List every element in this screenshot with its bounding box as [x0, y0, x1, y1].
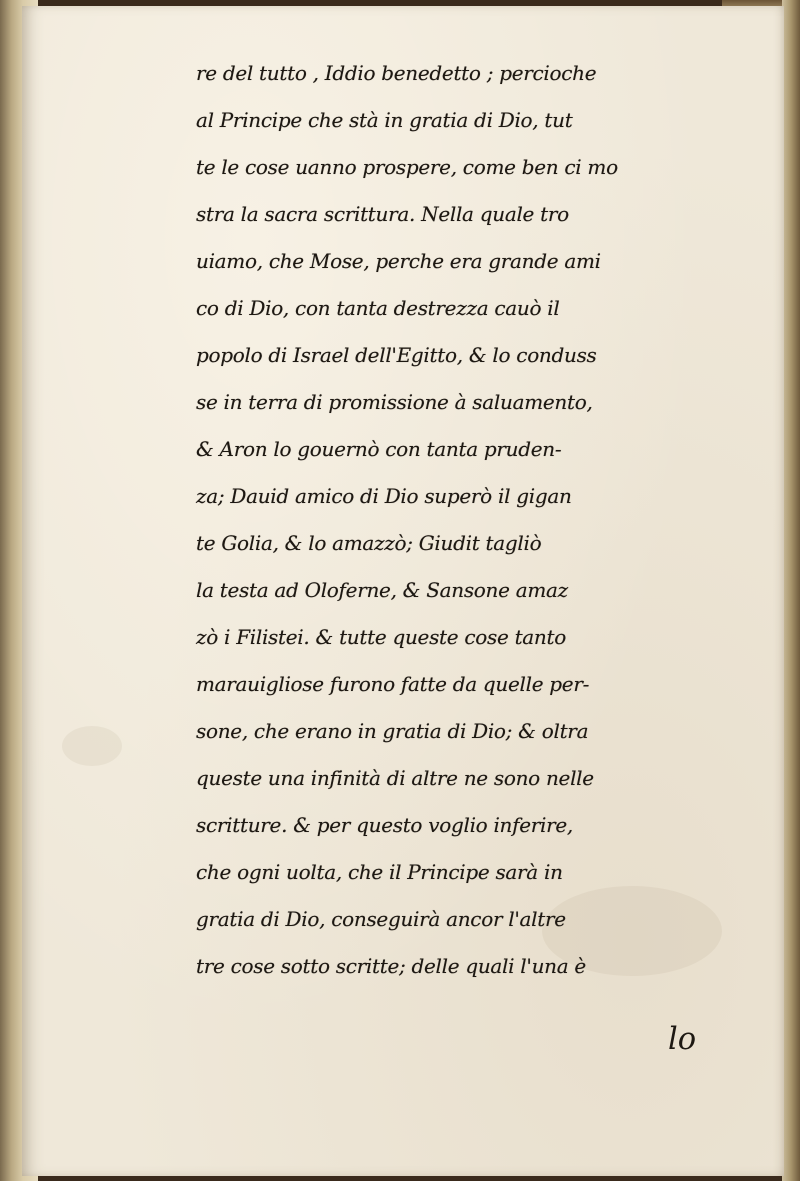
text-line: scritture. & per questo voglio inferire,: [196, 813, 573, 837]
text-line: za; Dauid amico di Dio superò il gigan: [196, 484, 572, 508]
text-line: zò i Filistei. & tutte queste cose tanto: [196, 625, 566, 649]
text-line: se in terra di promissione à saluamento,: [196, 390, 593, 414]
text-line: & Aron lo gouernò con tanta pruden-: [196, 437, 562, 461]
text-line: popolo di Israel dell'Egitto, & lo conduss: [196, 343, 597, 367]
text-line: tre cose sotto scritte; delle quali l'una è: [196, 954, 586, 978]
text-line: al Principe che stà in gratia di Dio, tut: [196, 108, 573, 132]
text-line: che ogni uolta, che il Principe sarà in: [196, 860, 563, 884]
text-line: sone, che erano in gratia di Dio; & oltra: [196, 719, 589, 743]
text-line: stra la sacra scrittura. Nella quale tro: [196, 202, 569, 226]
text-line: co di Dio, con tanta destrezza cauò il: [196, 296, 560, 320]
text-line: te Golia, & lo amazzò; Giudit tagliò: [196, 531, 542, 555]
text-line: te le cose uanno prospere, come ben ci mo: [196, 155, 618, 179]
text-line: gratia di Dio, conseguirà ancor l'altre: [196, 907, 566, 931]
paper-stain: [62, 726, 122, 766]
page-edge-right: [782, 0, 800, 1181]
text-line: re del tutto , Iddio benedetto ; percioche: [196, 61, 597, 85]
text-line: uiamo, che Mose, perche era grande ami: [196, 249, 601, 273]
body-text: [196, 50, 756, 990]
text-line: queste una infinità di altre ne sono nelle: [196, 766, 594, 790]
text-line: marauigliose furono fatte da quelle per-: [196, 672, 590, 696]
catchword: lo: [668, 1022, 697, 1057]
text-line: la testa ad Oloferne, & Sansone amaz: [196, 578, 568, 602]
